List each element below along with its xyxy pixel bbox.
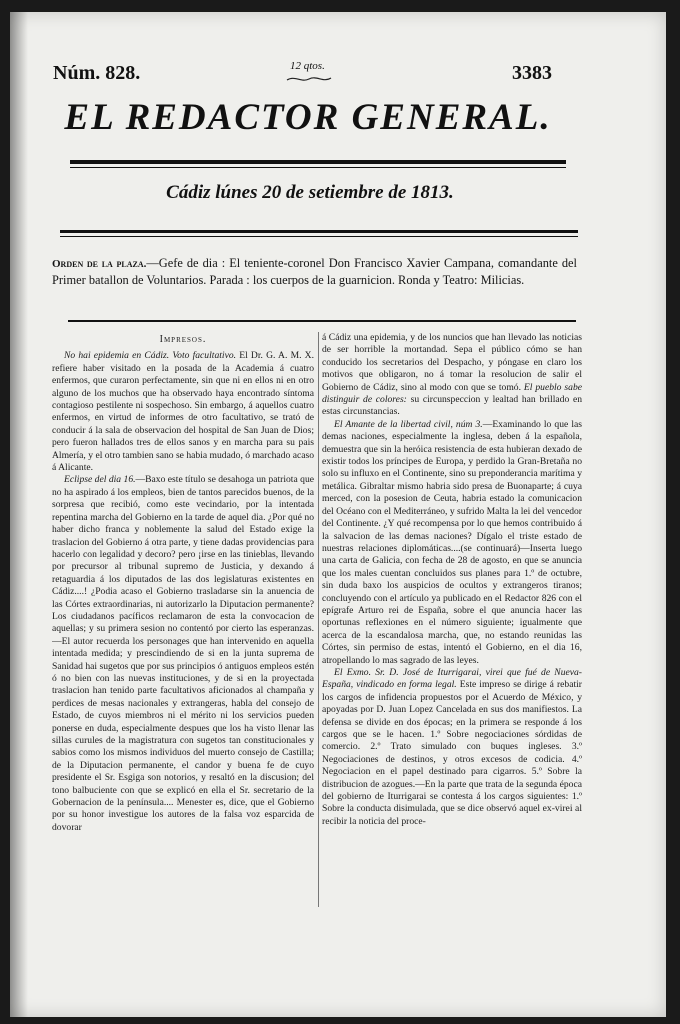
article-eclipse-body: —Baxo este título se desahoga un patriota que no ha aspirado á los empleos, bien de tantos parecidos buenos, de la sorpresa que recibió, como este vecindario, por la intentada repentina marcha del Gobierno en la tarde de aquel dia. ¿Por qué no haber dicho franca y noblemente la salud del Estado exige la traslacion del Gobierno á otra parte, y tiene dadas providencias para hacerlo con legalidad y decoro? pero ¡irse en las tinieblas, llevando por precursor al tribunal supremo de Justicia, y dexando á retaguardia á los diputados de las dos legislaturas existentes en Cádiz....! ¿Podia acaso el Gobierno trasladarse sin la anuencia de las Córtes extraordinarias, ni autorizarlo la Diputacion permanente? Los ciudadanos pacíficos reclamaron de esta la convocacion de aquellas; y su primera sesion no contentó por cierto las esperanzas.—El autor recuerda los personages que han intervenido en aquella intentada medida; y prescindiendo de si en la junta suprema de Sanidad hai sugetos que por sus principios ó antiguos empleos estén ó no bien con las nuevas instituciones, y de si en la proyectada traslacion han tenido parte facultativos aficionados al champaña y perdices de mesas nacionales y extrangeras, habla del consejo de Estado, de cuyos miembros ni el mérito ni los servicios pueden ponerse en duda, especialmente despues que los ha visto llenar las sillas curules de la magistratura con sugetos tan constitucionales y sabios como los mismos individuos del muerto consejo de Castilla; de la Diputacion permanente, el candor y buena fe de cuyo presidente el Sr. Esgiga son notorios, y resaltó en la discusion; del tono balbuciente con que se explicó en ella el Sr. secretario de la Gobernacion de la península.... Menester es, dice, que el Gobierno por su honor investigue los autores de la falsa voz esparcida de dovorar bbox=[52, 474, 314, 833]
dateline: Cádiz lúnes 20 de setiembre de 1813. bbox=[166, 182, 454, 203]
article-continuation-body: á Cádiz una epidemia, y de los nuncios que han llevado las noticias de ser horrible la mortandad. Sepa el público cómo se han conducido los secretarios del Despacho, y póngase en claro los motivos que obligaron, no á tomar la resolucion de salir el Gobierno de Cádiz, sino al modo con que se tomó. bbox=[322, 332, 582, 393]
article-continuation-end: su circunspeccion y lealtad han brillado en estas circunstancias. bbox=[322, 394, 582, 418]
article-epidemia-body: El Dr. G. A. M. X. refiere haber visitado en la posada de la Academia á cuatro enfermos, que curaron perfectamente, sin que ni en ellos ni en otro alguno de los muchos que ha observado haya encontrado síntoma contagioso pestilente ni sospechoso. Sin embargo, á aquellos cuatro enfermos, en virtud de informes de otro facultativo, se trató de conducir á la sala de observacion del hospital de San Juan de Dios; pero fueron hallados tres de ellos sanos y en marcha para su pais Almería, y el otro tambien sano se habia mudado, ó marchado acaso á Alicante. bbox=[52, 350, 314, 474]
issue-price: 12 qtos. bbox=[290, 60, 325, 72]
dateline-rule-thick bbox=[60, 230, 578, 233]
article-epidemia-heading: No hai epidemia en Cádiz. Voto facultativo. bbox=[64, 350, 237, 362]
section-rule bbox=[68, 320, 576, 322]
orden-de-la-plaza bbox=[52, 256, 577, 288]
article-continuation bbox=[322, 332, 582, 419]
article-epidemia bbox=[52, 350, 314, 474]
article-iturrigarai-body: Este impreso se dirige á rebatir los cargos de infidencia propuestos por el Acuerdo de México, y apoyadas por D. Juan Lopez Cancelada en sus dos manifiestos. La defensa se divide en dos épocas; en la primera se responde á los cargos que se le hacen. 1.º Sobre negociaciones sórdidas de comercio. 2.º Trato simulado con buques ingleses. 3.º Negociaciones de destinos, y otros excesos de codicia. 4.º Negociacion en el papel destinado para cigarros. 5.º Sobre la distribucion de azogues.—En la parte que trata de la segunda época del gobierno de Iturrigarai se contesta á los cargos siguientes: 1.º Sobre la conducta disimulada, que se dice observó aquel ex-virei al recibir la noticia del proce- bbox=[322, 679, 582, 827]
page-number: 3383 bbox=[512, 62, 552, 84]
article-iturrigarai-heading: El Exmo. Sr. D. José de Iturrigarai, virei que fué de Nueva-España, vindicado en forma legal. bbox=[322, 666, 582, 691]
article-eclipse bbox=[52, 474, 314, 834]
column-right bbox=[322, 332, 582, 912]
article-continuation-italic: El pueblo sabe distinguir de colores: bbox=[322, 381, 582, 406]
dateline-rule-thin bbox=[60, 236, 578, 237]
flourish-ornament bbox=[285, 74, 333, 84]
column-divider bbox=[318, 332, 319, 907]
binding-shadow bbox=[10, 12, 28, 1017]
newspaper-masthead: EL REDACTOR GENERAL. bbox=[64, 97, 552, 138]
section-title-impresos: Impresos. bbox=[159, 334, 207, 345]
article-iturrigarai bbox=[322, 667, 582, 828]
masthead-rule-thin bbox=[70, 167, 566, 168]
article-eclipse-heading: Eclipse del dia 16. bbox=[64, 474, 136, 486]
orden-lead: Orden de la plaza. bbox=[52, 258, 147, 270]
issue-number: Núm. 828. bbox=[53, 62, 141, 84]
masthead-rule-thick bbox=[70, 160, 566, 164]
column-left bbox=[52, 332, 314, 912]
article-amante-heading: El Amante de la libertad civil, núm 3. bbox=[334, 418, 483, 430]
orden-text: —Gefe de dia : El teniente-coronel Don Francisco Xavier Campana, comandante del Primer batallon de Voluntarios. Parada : los cuerpos de la guarnicion. Ronda y Teatro: Milicias. bbox=[52, 256, 577, 287]
article-amante-body: —Examinando lo que las demas naciones, especialmente la inglesa, deben á la española, demuestra que sin la heróica resistencia de esta hubieran dexado de existir todos los príncipes de Europa, y perdido la Gran-Bretaña no solo su influxo en el Continente, sino su preponderancia marítima y metálica. Gibraltar mismo habria sido presa de Buonaparte; á cuya merced, con la posesion de Ceuta, habria estado la comunicacion del Océano con el Mediterráneo, y sufrido Malta la lei del vencedor del Continente. ¿Y qué recompensa por lo que hemos contribuido á la salvacion de las demas naciones? Dígalo el triste estado de nuestras relaciones diplomáticas....(se continuará)—Inserta luego una carta de Galicia, con fecha de 28 de agosto, en que se anuncia que los males cuentan concluidos sus planes para 1.º de octubre, sin duda baxo los auspicios de ocultos y extrangeros tiranos; concluyendo con el artículo ya publicado en el Redactor 826 con el epígrafe Arturo rei de España, sobre el que anuncia hacer las oportunas reflexiones en el número siguiente; igualmente que acerca de la escandalosa marcha, que, no estando reunidas las Córtes, sin permiso de estas, intentó el Gobierno, en el dia 16, atropellando lo mas sagrado de las leyes. bbox=[322, 418, 582, 666]
article-amante bbox=[322, 419, 582, 667]
